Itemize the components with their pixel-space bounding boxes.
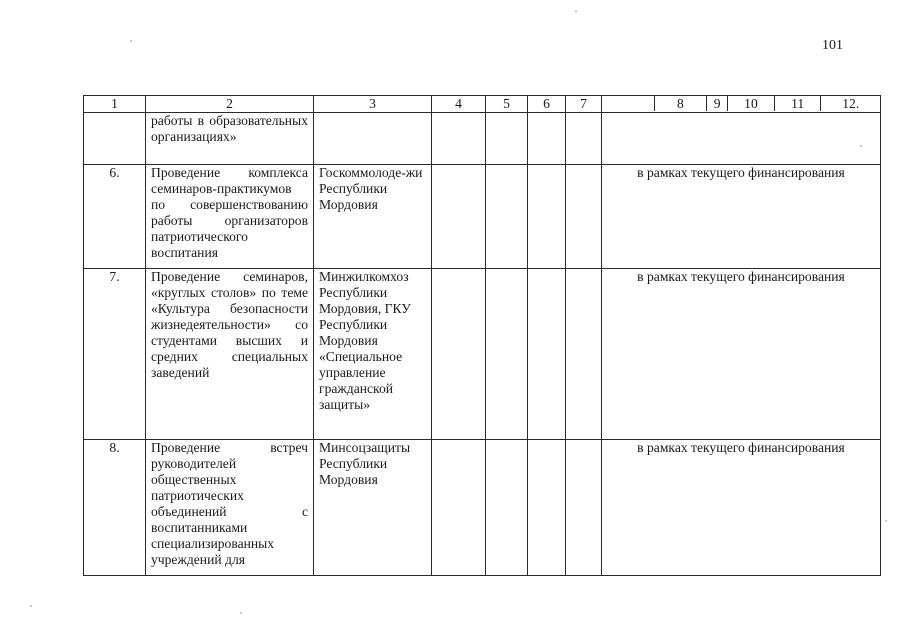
header-col-8: 8 xyxy=(654,96,707,111)
empty-cell xyxy=(432,269,486,440)
row-executor xyxy=(314,113,432,165)
row-financing xyxy=(602,113,881,165)
empty-cell xyxy=(528,440,566,576)
empty-cell xyxy=(566,165,602,269)
row-activity: Проведение встреч руководителей общественных патриотических объединений с воспитанниками специализированных учреждений для xyxy=(146,440,314,576)
row-activity: работы в образовательных организациях» xyxy=(146,113,314,165)
row-number: 6. xyxy=(84,165,146,269)
header-col-9: 9 xyxy=(706,96,727,111)
row-number: 7. xyxy=(84,269,146,440)
page-number: 101 xyxy=(822,38,843,53)
row-activity: Проведение семинаров, «круглых столов» по теме «Культура безопасности жизнедеятельности» со студентами высших и средних специальных заведений xyxy=(146,269,314,440)
header-col-4: 4 xyxy=(432,96,486,113)
table-row xyxy=(84,165,881,269)
header-col-1: 1 xyxy=(84,96,146,113)
row-number xyxy=(84,113,146,165)
row-financing: в рамках текущего финансирования xyxy=(602,269,881,440)
header-financing-group xyxy=(602,96,881,113)
scan-speck xyxy=(860,145,862,147)
empty-cell xyxy=(528,113,566,165)
empty-cell xyxy=(566,113,602,165)
row-executor: Минжилкомхоз Республики Мордовия, ГКУ Республики Мордовия «Специальное управление гражданской защиты» xyxy=(314,269,432,440)
header-col-7: 7 xyxy=(566,96,602,113)
header-col-3: 3 xyxy=(314,96,432,113)
header-col-2: 2 xyxy=(146,96,314,113)
empty-cell xyxy=(432,440,486,576)
empty-cell xyxy=(566,440,602,576)
row-executor: Минсоцзащиты Республики Мордовия xyxy=(314,440,432,576)
empty-cell xyxy=(486,269,528,440)
row-financing: в рамках текущего финансирования xyxy=(602,165,881,269)
header-col-12: 12. xyxy=(820,96,880,111)
row-financing: в рамках текущего финансирования xyxy=(602,440,881,576)
header-col-10: 10 xyxy=(727,96,774,111)
empty-cell xyxy=(432,113,486,165)
table-row xyxy=(84,113,881,165)
plan-table xyxy=(83,95,881,576)
header-col-5: 5 xyxy=(486,96,528,113)
empty-cell xyxy=(528,269,566,440)
empty-cell xyxy=(566,269,602,440)
scan-speck xyxy=(240,612,242,614)
empty-cell xyxy=(528,165,566,269)
row-number: 8. xyxy=(84,440,146,576)
table-header-row xyxy=(84,96,881,113)
empty-cell xyxy=(486,165,528,269)
table-row xyxy=(84,269,881,440)
scan-speck xyxy=(575,10,577,12)
empty-cell xyxy=(486,440,528,576)
row-activity: Проведение комплекса семинаров-практикумов по совершенствованию работы организаторов патриотического воспитания xyxy=(146,165,314,269)
row-executor: Госкоммолоде-жи Республики Мордовия xyxy=(314,165,432,269)
empty-cell xyxy=(486,113,528,165)
scan-speck xyxy=(885,520,887,522)
empty-cell xyxy=(432,165,486,269)
header-col-11: 11 xyxy=(774,96,821,111)
scan-speck xyxy=(130,40,132,42)
table-row xyxy=(84,440,881,576)
header-col-6: 6 xyxy=(528,96,566,113)
scan-speck xyxy=(30,605,32,607)
